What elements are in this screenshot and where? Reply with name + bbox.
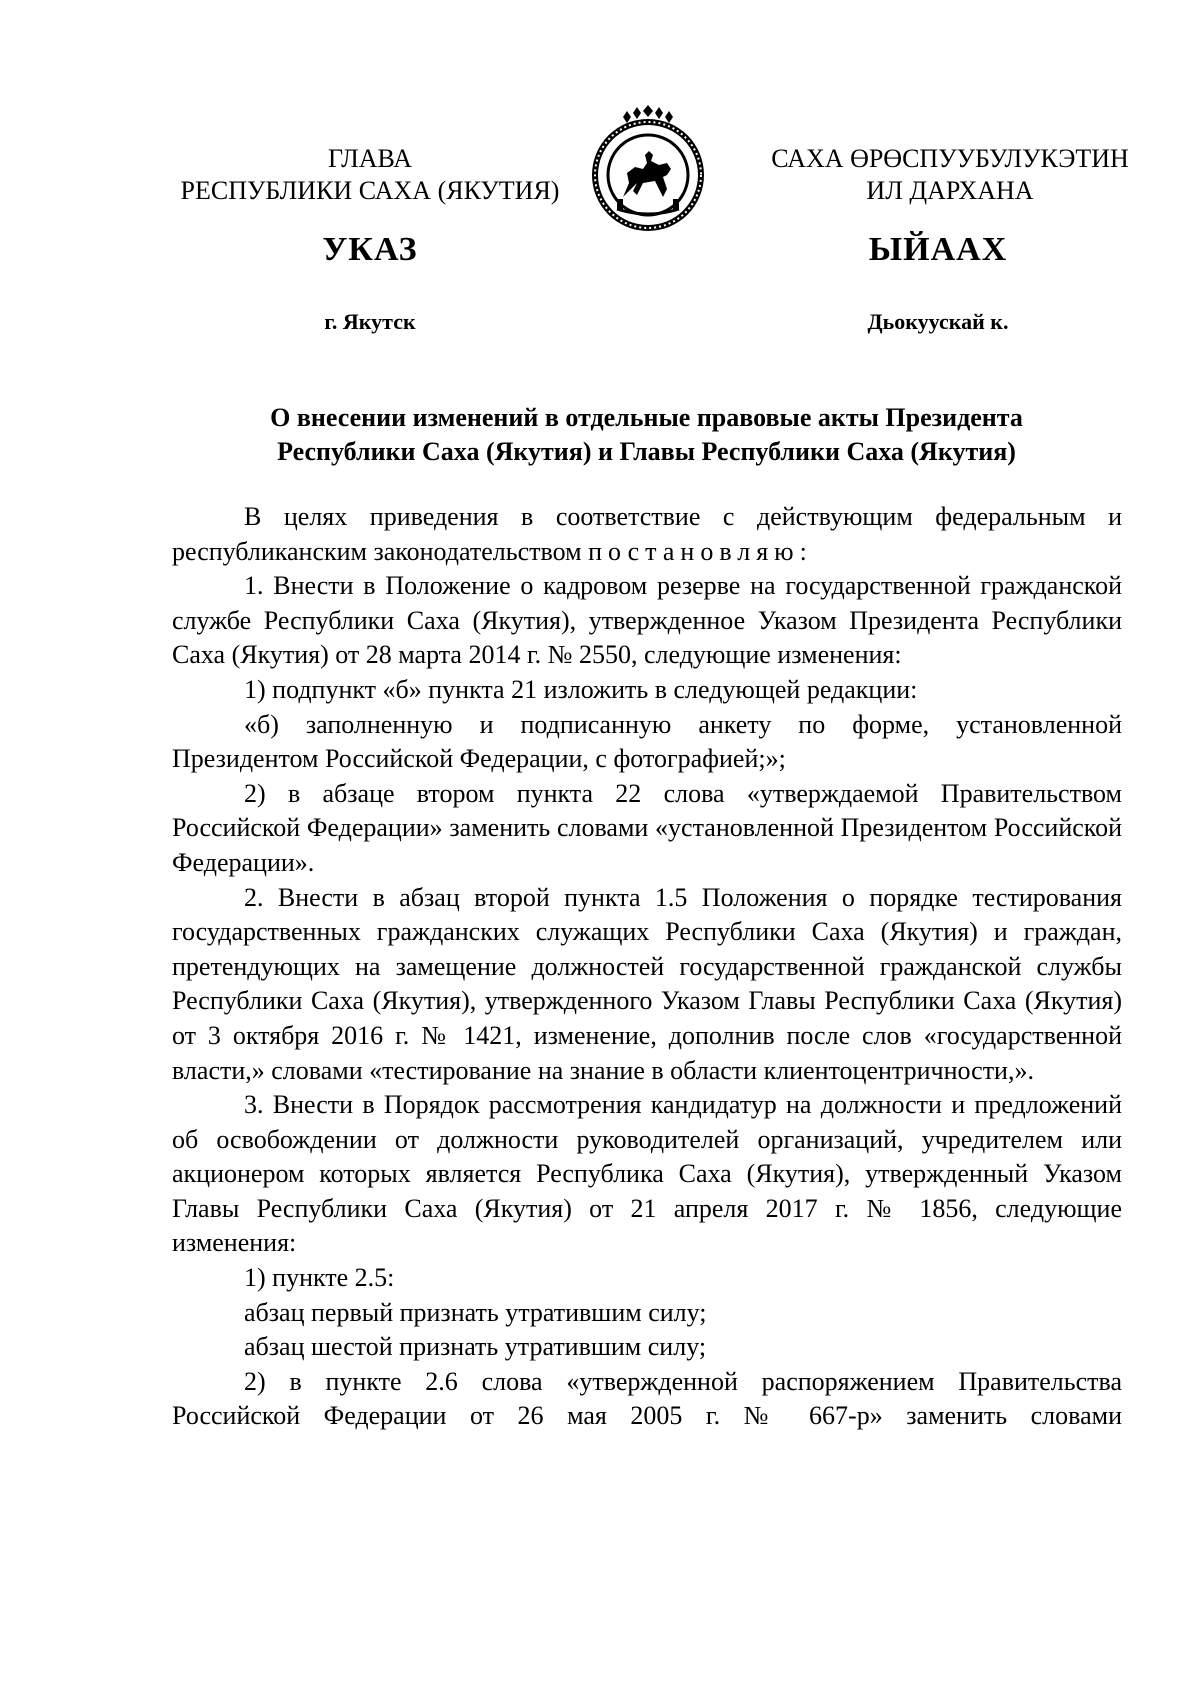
issuer-right — [752, 143, 1148, 207]
issuer-left-line1: ГЛАВА — [328, 144, 412, 173]
paragraph-item-3: 3. Внести в Порядок рассмотрения кандидатур на должности и предложений об освобождении от должности руководителей организаций, учредителем или акционером которых является Республика Саха (Якутия), утвержденный Указом Главы Республики Саха (Якутия) от 21 апреля 2017 г. № 1856, следующие изменения: — [172, 1090, 1122, 1258]
city-right: Дьокуускай к. — [867, 309, 1009, 334]
preamble-paragraph — [172, 500, 1122, 569]
decree-word: постановляю — [588, 536, 800, 566]
subject-line1: О внесении изменений в отдельные правовые акты Президента — [270, 403, 1023, 432]
paragraph-abzac-sixth: абзац шестой признать утратившим силу; — [244, 1332, 707, 1362]
issuer-right-line2: ИЛ ДАРХАНА — [866, 176, 1034, 205]
paragraph-item-1: 1. Внести в Положение о кадровом резерве на государственной гражданской службе Республики Саха (Якутия), утвержденное Указом Президента Республики Саха (Якутия) от 28 марта 2014 г. № 2550, следующие изменения: — [172, 571, 1122, 670]
preamble-colon: : — [799, 536, 807, 566]
issuer-right-line1: САХА ӨРӨСПУУБУЛУКЭТИН — [771, 144, 1129, 173]
preamble-text: В целях приведения в соответствие с действующим федеральным и республиканским законодательством — [172, 502, 1122, 566]
paragraph-subitem-3-1: 1) пункте 2.5: — [244, 1263, 395, 1293]
doc-type-right: ЫЙААХ — [868, 231, 1008, 268]
issuer-left — [170, 143, 570, 207]
document-body — [172, 500, 1122, 1434]
paragraph-subitem-1-1: 1) подпункт «б» пункта 21 изложить в следующей редакции: — [244, 674, 918, 704]
subject-line2: Республики Саха (Якутия) и Главы Республики Саха (Якутия) — [277, 437, 1016, 466]
paragraph-subitem-1-2: 2) в абзаце втором пункта 22 слова «утверждаемой Правительством Российской Федерации» заменить словами «установленной Президентом Российской Федерации». — [172, 778, 1122, 877]
paragraph-subitem-3-2: 2) в пункте 2.6 слова «утвержденной распоряжением Правительства Российской Федерации от 26 мая 2005 г. № 667-р» заменить словами — [172, 1366, 1122, 1431]
coat-of-arms-emblem — [583, 105, 713, 235]
paragraph-item-2: 2. Внести в абзац второй пункта 1.5 Положения о порядке тестирования государственных гражданских служащих Республики Саха (Якутия) и граждан, претендующих на замещение должностей государственной гражданской службы Республики Саха (Якутия), утвержденного Указом Главы Республики Саха (Якутия) от 3 октября 2016 г. № 1421, изменение, дополнив после слов «государственной власти,» словами «тестирование на знание в области клиентоцентричности,». — [172, 882, 1122, 1085]
doc-type-left: УКАЗ — [322, 231, 418, 268]
city-left: г. Якутск — [324, 309, 416, 334]
paragraph-abzac-first: абзац первый признать утратившим силу; — [244, 1297, 707, 1327]
document-subject — [170, 401, 1123, 469]
paragraph-quote-b: «б) заполненную и подписанную анкету по форме, установленной Президентом Российской Федерации, с фотографией;»; — [172, 709, 1122, 774]
issuer-left-line2: РЕСПУБЛИКИ САХА (ЯКУТИЯ) — [180, 176, 560, 205]
